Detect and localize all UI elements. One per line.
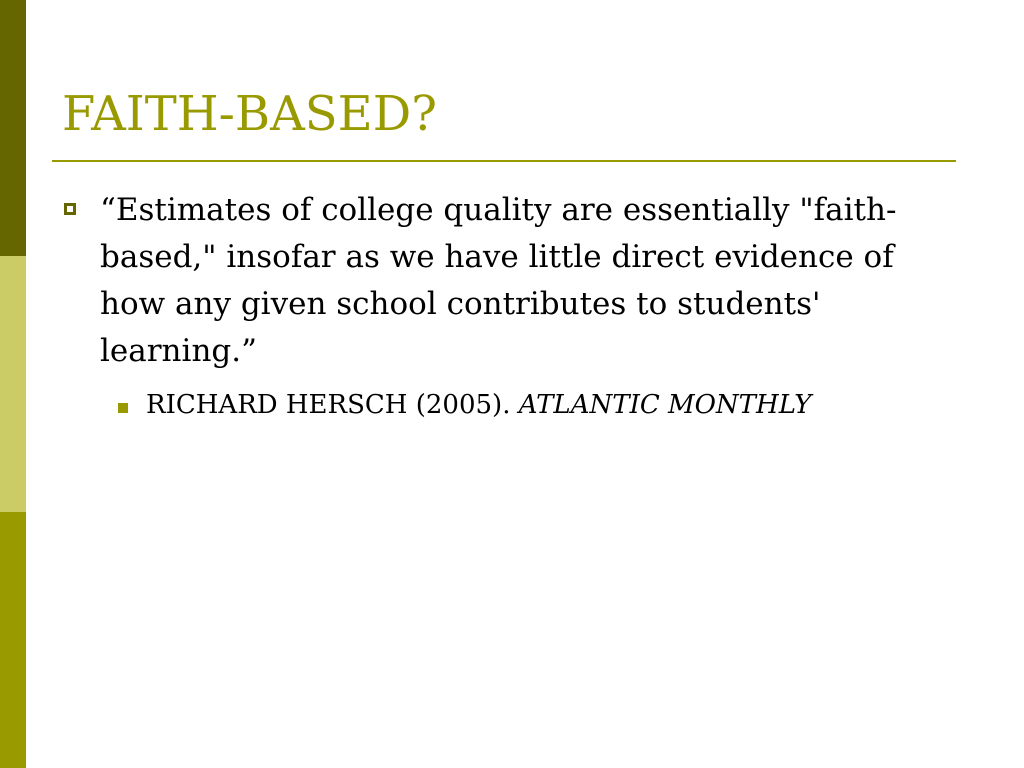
side-bar-light-segment [0, 256, 26, 512]
quote-bullet-text: “Estimates of college quality are essentially "faith-based," insofar as we have little direct evidence of how any given school contributes to students' learning.” [100, 192, 897, 369]
title-divider [52, 160, 956, 162]
citation-author-year: RICHARD HERSCH (2005). [146, 390, 519, 420]
citation-publication: ATLANTIC MONTHLY [518, 390, 812, 420]
side-bar-olive-segment [0, 512, 26, 768]
hollow-square-bullet-icon [64, 203, 76, 215]
side-bar-dark-segment [0, 0, 26, 256]
citation-sub-bullet [146, 388, 811, 422]
slide-title: FAITH-BASED? [62, 86, 437, 142]
filled-square-bullet-icon [118, 403, 128, 413]
